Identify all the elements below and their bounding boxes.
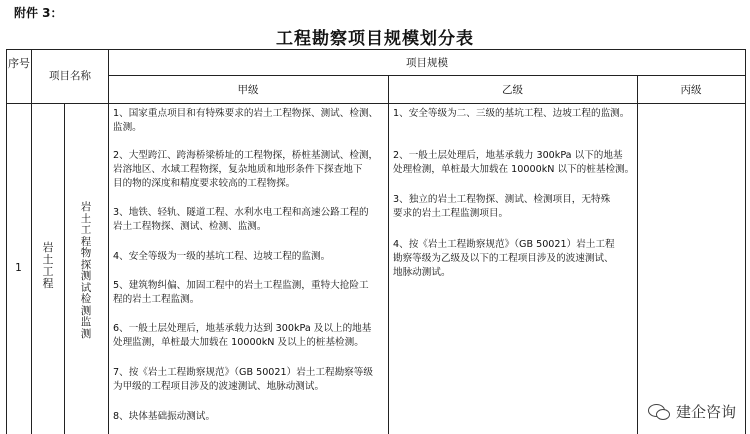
grade-a-item: 8、块体基础振动测试。 [113,411,216,422]
col-divider-name [108,49,109,434]
grade-a-item: 3、地铁、轻轨、隧道工程、水利水电工程和高速公路工程的 岩土工程物探、测试、检测、监测。 [113,207,369,233]
grade-a-item: 4、安全等级为一级的基坑工程、边坡工程的监测。 [113,251,331,262]
grade-b-item: 2、一般土层处理后，地基承载力 300kPa 以下的地基 处理检测，单桩最大加载在 10000kN 以下的桩基检测。 [393,150,635,176]
row-category: 岩土工程 [42,241,54,290]
table-border-left [6,49,7,434]
header-grade-c: 丙级 [680,84,702,96]
grade-a-item: 5、建筑物纠偏、加固工程中的岩土工程监测，重特大抢险工 程的岩土工程监测。 [113,280,369,306]
col-divider-seq [31,49,32,434]
grade-a-item: 6、一般土层处理后，地基承载力达到 300kPa 及以上的地基 处理监测，单桩最大加载在 10000kN 及以上的桩基检测。 [113,323,372,349]
grade-b-item: 1、安全等级为二、三级的基坑工程、边坡工程的监测。 [393,108,630,119]
col-divider-grade-b [637,75,638,434]
row-seq: 1 [15,262,22,274]
wechat-icon [648,404,670,420]
grade-a-item: 1、国家重点项目和有特殊要求的岩土工程物探、测试、检测、 监测。 [113,108,379,134]
grade-a-item: 7、按《岩土工程勘察规范》（GB 50021）岩土工程勘察等级 为甲级的工程项目涉及的波速测试、地脉动测试。 [113,367,373,393]
header-grade-b: 乙级 [502,84,523,96]
header-divider [108,75,746,76]
watermark-text: 建企咨询 [675,403,736,421]
header-project-scale: 项目规模 [406,57,448,69]
grade-a-item: 2、大型跨江、跨海桥梁桥址的工程物探，桥桩基测试、检测， 岩溶地区、水域工程物探，复杂地质和地形条件下探查地下 目的物的深度和精度要求较高的工程物探。 [113,150,379,190]
watermark [648,401,736,422]
attachment-label: 附件 3： [14,6,63,20]
table-border-right [745,49,746,434]
header-bottom-line [6,103,746,104]
col-divider-grade-a [388,75,389,434]
page-title: 工程勘察项目规模划分表 [276,29,474,49]
grade-b-item: 4、按《岩土工程勘察规范》（GB 50021）岩土工程 勘察等级为乙级及以下的工程项目涉及的波速测试、 地脉动测试。 [393,239,615,279]
row-subcategory: 岩土工程物探测试检测监测 [80,201,92,340]
header-seq: 序号 [8,57,30,70]
col-divider-category [64,103,65,434]
table-border-top [6,49,746,50]
grade-b-item: 3、独立的岩土工程物探、测试、检测项目，无特殊 要求的岩土工程监测项目。 [393,194,611,220]
header-project-name: 项目名称 [49,70,91,82]
header-grade-a: 甲级 [237,84,259,96]
